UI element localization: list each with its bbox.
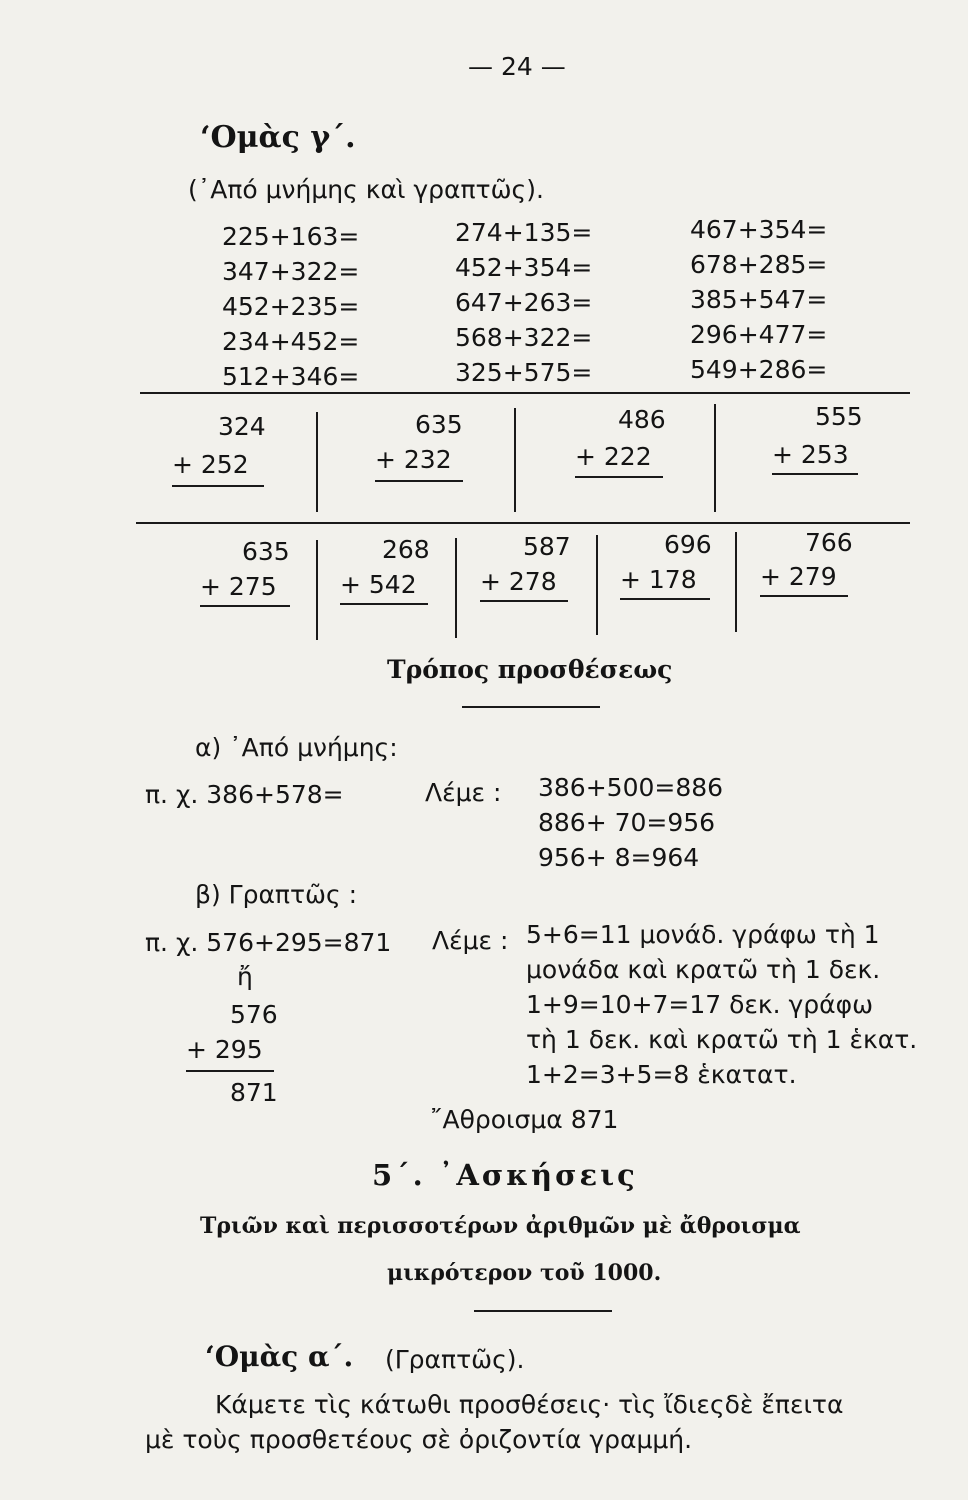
addend-top: 635 — [242, 537, 290, 566]
method-b-leme: Λέμε : — [432, 926, 509, 955]
column-separator — [714, 404, 716, 512]
column-separator — [596, 535, 598, 635]
method-a-leme: Λέμε : — [425, 778, 502, 807]
addition-item: 678+285= — [690, 250, 828, 279]
sum-underline — [172, 485, 264, 487]
addition-item: 512+346= — [222, 362, 360, 391]
exercises-title: 5΄. ᾽Ασκήσεις — [372, 1158, 638, 1192]
addition-item: 647+263= — [455, 288, 593, 317]
group-alpha-note: (Γραπτῶς). — [385, 1345, 525, 1374]
title-underline — [474, 1310, 612, 1312]
sum-underline — [480, 600, 568, 602]
method-a-example: π. χ. 386+578= — [145, 780, 344, 809]
addend-bottom: + 278 — [480, 567, 557, 596]
sum-underline — [760, 595, 848, 597]
method-b-addend-bottom: + 295 — [186, 1035, 263, 1064]
addend-bottom: + 178 — [620, 565, 697, 594]
sum-underline — [200, 605, 290, 607]
method-b-step: μονάδα καὶ κρατῶ τὴ 1 δεκ. — [526, 955, 881, 984]
addition-item: 347+322= — [222, 257, 360, 286]
addition-item: 467+354= — [690, 215, 828, 244]
addition-item: 234+452= — [222, 327, 360, 356]
method-b-label: β) Γραπτῶς : — [195, 880, 358, 909]
method-b-result: 871 — [230, 1078, 278, 1107]
group-subtitle: (᾽Από μνήμης καὶ γραπτῶς). — [188, 175, 544, 204]
addition-item: 549+286= — [690, 355, 828, 384]
method-b-step: τὴ 1 δεκ. καὶ κρατῶ τὴ 1 ἑκατ. — [526, 1025, 918, 1054]
exercises-subtitle: Τριῶν καὶ περισσοτέρων ἀριθμῶν μὲ ἄθροισμα — [200, 1213, 801, 1239]
sum-underline — [772, 473, 858, 475]
addend-bottom: + 232 — [375, 445, 452, 474]
instruction-line: Κάμετε τὶς κάτωθι προσθέσεις· τὶς ἴδιεςδὲ ἔπειτα — [215, 1390, 844, 1419]
addend-bottom: + 222 — [575, 442, 652, 471]
column-separator — [316, 540, 318, 640]
method-a-step: 956+ 8=964 — [538, 843, 700, 872]
addend-top: 696 — [664, 530, 712, 559]
column-separator — [735, 532, 737, 632]
addend-top: 268 — [382, 535, 430, 564]
title-underline — [462, 706, 600, 708]
addition-item: 225+163= — [222, 222, 360, 251]
method-b-example: π. χ. 576+295=871 — [145, 928, 392, 957]
addend-top: 555 — [815, 402, 863, 431]
column-separator — [514, 408, 516, 512]
method-b-step: 1+9=10+7=17 δεκ. γράφω — [526, 990, 874, 1019]
addition-item: 325+575= — [455, 358, 593, 387]
addend-bottom: + 252 — [172, 450, 249, 479]
method-a-step: 386+500=886 — [538, 773, 724, 802]
addend-bottom: + 542 — [340, 570, 417, 599]
addend-bottom: + 253 — [772, 440, 849, 469]
addend-top: 766 — [805, 528, 853, 557]
addition-item: 568+322= — [455, 323, 593, 352]
exercises-subtitle: μικρότερον τοῦ 1000. — [387, 1260, 662, 1286]
addition-item: 452+354= — [455, 253, 593, 282]
sum-underline — [186, 1070, 274, 1072]
divider-line — [136, 522, 910, 524]
sum-underline — [575, 476, 663, 478]
page-number: — 24 — — [468, 52, 566, 81]
method-b-step: 5+6=11 μονάδ. γράφω τὴ 1 — [526, 920, 880, 949]
method-b-sum: ῎Αθροισμα 871 — [430, 1105, 619, 1134]
addend-top: 324 — [218, 412, 266, 441]
addend-top: 486 — [618, 405, 666, 434]
sum-underline — [340, 603, 428, 605]
column-separator — [455, 538, 457, 638]
addition-item: 385+547= — [690, 285, 828, 314]
divider-line — [140, 392, 910, 394]
addend-bottom: + 275 — [200, 572, 277, 601]
group-alpha-heading: ‘Ομὰς α΄. — [205, 1340, 354, 1373]
method-a-step: 886+ 70=956 — [538, 808, 716, 837]
addend-bottom: + 279 — [760, 562, 837, 591]
addend-top: 635 — [415, 410, 463, 439]
instruction-line: μὲ τοὺς προσθετέους σὲ ὀριζοντία γραμμή. — [145, 1425, 693, 1454]
sum-underline — [375, 480, 463, 482]
group-heading: ‘Ομὰς γ΄. — [200, 120, 356, 155]
addition-item: 452+235= — [222, 292, 360, 321]
addition-item: 296+477= — [690, 320, 828, 349]
section-title: Τρόπος προσθέσεως — [387, 655, 673, 684]
addition-item: 274+135= — [455, 218, 593, 247]
method-b-step: 1+2=3+5=8 ἑκατατ. — [526, 1060, 797, 1089]
addend-top: 587 — [523, 532, 571, 561]
method-b-addend-top: 576 — [230, 1000, 278, 1029]
sum-underline — [620, 598, 710, 600]
column-separator — [316, 412, 318, 512]
method-a-label: α) ᾽Από μνήμης: — [195, 733, 398, 762]
method-b-or: ἤ — [237, 962, 253, 991]
